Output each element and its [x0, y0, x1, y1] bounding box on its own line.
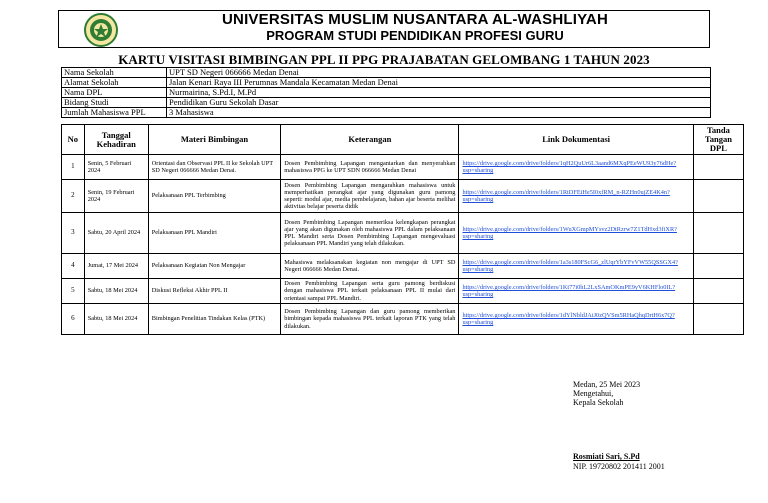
documentation-link[interactable]: https://drive.google.com/drive/folders/1qH2QuUr6L3aand6MXqPEeWU93y76dHe?usp=sharing	[462, 159, 677, 174]
row-keterangan: Dosen Pembimbing Lapangan serta guru pamong berdiskusi dengan mahasiswa PPL terkait pelaksanaan PPL II mulai dari orientasi sampai PPL Mandiri.	[281, 279, 459, 304]
signature-place-date: Medan, 25 Mei 2023	[573, 380, 641, 389]
row-materi: Orientasi dan Observasi PPL II ke Sekolah UPT SD Negeri 066666 Medan Denai.	[148, 155, 280, 180]
program-name: PROGRAM STUDI PENDIDIKAN PROFESI GURU	[266, 28, 564, 43]
row-tanggal: Jumat, 17 Mei 2024	[84, 254, 148, 279]
row-signature	[693, 180, 743, 213]
documentation-link[interactable]: https://drive.google.com/drive/folders/1RtDFEiHe5I0xfRM_n-RZHn0ujZE4K4n?usp=sharing	[462, 188, 670, 203]
row-no: 3	[62, 213, 85, 254]
signature-know: Mengetahui,	[573, 389, 614, 398]
info-value: 3 Mahasiswa	[167, 108, 711, 118]
row-link-cell	[459, 180, 693, 213]
row-keterangan: Dosen Pembimbing Lapangan memeriksa kelengkapan perangkat ajar yang akan digunakan oleh mahasiswa PPL dalam pelaksanaan PPL Mandiri serta Dosen Pembimbing Lapangan mengevaluasi pelaksanaan PPL Mandiri yang telah dilakukan.	[281, 213, 459, 254]
row-keterangan: Dosen Pembimbing Lapangan dan guru pamong memberikan bimbingan kepada mahasiswa PPL terkait laporan PTK yang telah dilakukan.	[281, 304, 459, 335]
row-no: 5	[62, 279, 85, 304]
table-row	[62, 155, 744, 180]
info-value: Jalan Kenari Raya III Perumnas Mandala Kecamatan Medan Denai	[167, 78, 711, 88]
row-materi: Bimbingan Penelitian Tindakan Kelas (PTK)	[148, 304, 280, 335]
row-signature	[693, 279, 743, 304]
signature-name: Rosmiati Sari, S.Pd	[573, 452, 640, 461]
row-tanggal: Sabtu, 20 April 2024	[84, 213, 148, 254]
document-title: KARTU VISITASI BIMBINGAN PPL II PPG PRAJABATAN GELOMBANG 1 TAHUN 2023	[118, 52, 650, 67]
row-tanggal: Senin, 19 Februari 2024	[84, 180, 148, 213]
row-no: 1	[62, 155, 85, 180]
info-label: Jumlah Mahasiswa PPL	[62, 108, 167, 118]
signature-role: Kepala Sekolah	[573, 398, 624, 407]
table-row	[62, 279, 744, 304]
info-row	[62, 88, 711, 98]
info-label: Alamat Sekolah	[62, 78, 167, 88]
row-signature	[693, 155, 743, 180]
info-label: Nama DPL	[62, 88, 167, 98]
row-signature	[693, 254, 743, 279]
info-value: Pendidikan Guru Sekolah Dasar	[167, 98, 711, 108]
row-no: 4	[62, 254, 85, 279]
row-link-cell	[459, 254, 693, 279]
row-tanggal: Sabtu, 18 Mei 2024	[84, 279, 148, 304]
col-tanggal: Tanggal Kehadiran	[84, 125, 148, 155]
signature-nip: NIP. 19720802 201411 2001	[573, 462, 665, 471]
info-row	[62, 98, 711, 108]
documentation-link[interactable]: https://drive.google.com/drive/folders/1WuXGmpMYsvz2DtRzrw7Z1TdHxd3fiXR?usp=sharing	[462, 225, 677, 240]
row-no: 2	[62, 180, 85, 213]
row-link-cell	[459, 213, 693, 254]
info-label: Nama Sekolah	[62, 68, 167, 78]
info-value: Nurmairina, S.Pd.I, M.Pd	[167, 88, 711, 98]
col-no: No	[62, 125, 85, 155]
row-link-cell	[459, 155, 693, 180]
row-link-cell	[459, 279, 693, 304]
table-row	[62, 254, 744, 279]
row-materi: Pelaksanaan PPL Mandiri	[148, 213, 280, 254]
table-row	[62, 180, 744, 213]
row-signature	[693, 304, 743, 335]
info-row	[62, 108, 711, 118]
row-link-cell	[459, 304, 693, 335]
row-materi: Diskusi Refleksi Akhir PPL II	[148, 279, 280, 304]
documentation-link[interactable]: https://drive.google.com/drive/folders/1a3s180FScG6_zlUqrYbYFvVW55QSSGX4?usp=sharing	[462, 258, 678, 273]
table-row	[62, 304, 744, 335]
row-tanggal: Senin, 5 Februari 2024	[84, 155, 148, 180]
info-row	[62, 78, 711, 88]
row-keterangan: Dosen Pembimbing Lapangan mengarahkan mahasiswa untuk memperhatikan perangkat ajar yang digunakan guru pamong seperti: modul ajar, media pembelajaran, bahan ajar beserta melihat aktivitas belajar peserta didik	[281, 180, 459, 213]
row-signature	[693, 213, 743, 254]
documentation-link[interactable]: https://drive.google.com/drive/folders/1Kt77i0hL2LxSAmOKmPE9yV6KHFlo0IL?usp=sharing	[462, 283, 676, 298]
visit-table	[61, 124, 744, 335]
col-ttd: Tanda Tangan DPL	[693, 125, 743, 155]
documentation-link[interactable]: https://drive.google.com/drive/folders/1dYlNbldJAiJ0zQVSm5RHaQhqDrtH6x7Q?usp=sharing	[462, 311, 675, 326]
table-row	[62, 213, 744, 254]
university-logo-icon	[83, 13, 119, 47]
info-value: UPT SD Negeri 066666 Medan Denai	[167, 68, 711, 78]
row-materi: Pelaksanaan PPL Terbimbing	[148, 180, 280, 213]
col-link: Link Dokumentasi	[459, 125, 693, 155]
row-materi: Pelaksanaan Kegiatan Non Mengajar	[148, 254, 280, 279]
col-materi: Materi Bimbingan	[148, 125, 280, 155]
row-no: 6	[62, 304, 85, 335]
row-tanggal: Sabtu, 18 Mei 2024	[84, 304, 148, 335]
row-keterangan: Dosen Pembimbing Lapangan mengantarkan dan menyerahkan mahasiswa PPG ke UPT SDN 066666 Medan Denai	[281, 155, 459, 180]
info-label: Bidang Studi	[62, 98, 167, 108]
col-keterangan: Keterangan	[281, 125, 459, 155]
school-info-table	[61, 67, 711, 118]
row-keterangan: Mahasiswa melaksanakan kegiatan non mengajar di UPT SD Negeri 066666 Medan Denai.	[281, 254, 459, 279]
university-name: UNIVERSITAS MUSLIM NUSANTARA AL-WASHLIYAH	[222, 11, 608, 28]
info-row	[62, 68, 711, 78]
table-header-row	[62, 125, 744, 155]
